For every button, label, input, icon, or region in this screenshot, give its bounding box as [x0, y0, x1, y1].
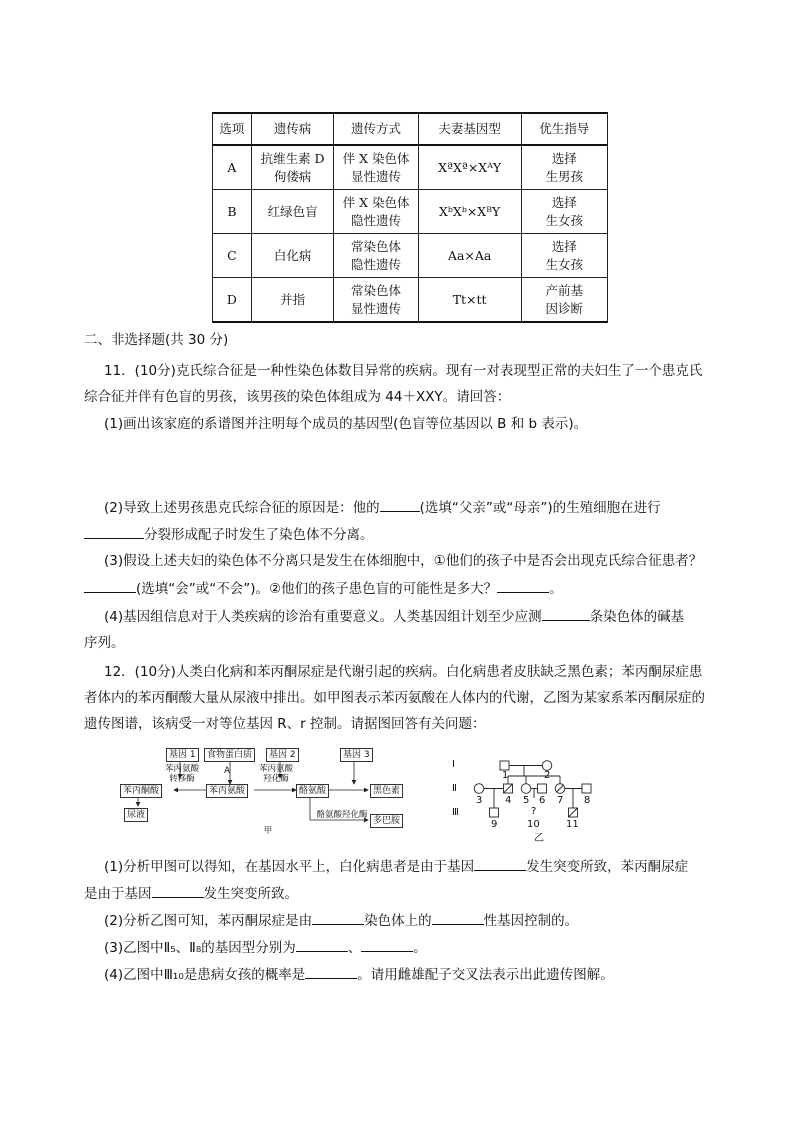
- q11-part2-line2: [84, 524, 374, 545]
- table-header-row: [213, 113, 608, 145]
- cell-line: 伴 X 染色体: [342, 194, 410, 210]
- label-10: 10: [527, 819, 540, 830]
- answer-blank[interactable]: [312, 910, 364, 925]
- q11-part3-line2: [84, 578, 563, 599]
- label-11: 11: [566, 819, 579, 830]
- gene1-box: 基因 1: [166, 748, 199, 762]
- cell-disease: 白化病: [251, 234, 333, 278]
- individual-I2: [542, 761, 552, 771]
- enzyme2-label-a: 苯丙氨酸: [258, 764, 293, 774]
- answer-blank[interactable]: [497, 578, 549, 593]
- label-2: 2: [544, 770, 551, 781]
- answer-blank[interactable]: [84, 524, 144, 539]
- food-box: 食物蛋白质: [204, 748, 255, 762]
- header-option: 选项: [213, 113, 252, 145]
- genetics-table: [212, 112, 608, 323]
- q12-part2-text-b: 染色体上的: [364, 913, 432, 929]
- q12-part1-text-d: 发生突变所致。: [203, 886, 298, 902]
- cell-line: 隐性遗传: [351, 212, 402, 228]
- cell-advice: [521, 190, 608, 234]
- q11-part4-text-a: (4)基因组信息对于人类疾病的诊治有重要意义。人类基因组计划至少应测: [104, 609, 542, 625]
- label-6: 6: [539, 795, 546, 806]
- enzyme1-label-b: 转移酶: [169, 774, 195, 784]
- cell-genotype: XªXª×XᴬY: [418, 145, 521, 190]
- urine-box: 尿液: [124, 808, 148, 822]
- answer-blank[interactable]: [296, 937, 348, 952]
- cell-mode: [334, 145, 418, 190]
- enzyme1-label-a: 苯丙氨酸: [164, 764, 199, 774]
- header-advice: 优生指导: [521, 113, 608, 145]
- answer-blank[interactable]: [380, 497, 420, 512]
- figure-yi-caption: 乙: [534, 833, 544, 844]
- cell-line: 显性遗传: [351, 168, 402, 184]
- q12-stem-line3: 遗传图谱，该病受一对等位基因 R、r 控制。请据图回答有关问题：: [84, 716, 486, 732]
- table-row: [213, 190, 608, 234]
- label-1: 1: [502, 770, 509, 781]
- label-8: 8: [584, 795, 591, 806]
- q11-stem-line2: 综合征并伴有色盲的男孩，该男孩的染色体组成为 44＋XXY。请回答：: [84, 389, 511, 405]
- cell-disease: [251, 145, 333, 190]
- cell-mode: [334, 278, 418, 323]
- table-row: [213, 145, 608, 190]
- answer-blank[interactable]: [361, 937, 413, 952]
- figure-yi: [452, 758, 602, 844]
- enzyme3-label: 酪氨酸羟化酶: [316, 810, 368, 820]
- q12-part1-text-c: 是由于基因: [84, 886, 152, 902]
- cell-line: 常染色体: [351, 238, 402, 254]
- gene2-box: 基因 2: [266, 748, 299, 762]
- q11-part2-line1: [104, 497, 661, 518]
- individual-I1: [500, 761, 509, 770]
- cell-line: 抗维生素 D: [260, 150, 325, 166]
- q12-part4-text-b: 。请用雌雄配子交叉法表示出此遗传图解。: [357, 967, 614, 983]
- generation-III: Ⅲ: [452, 807, 459, 818]
- label-9: 9: [491, 819, 498, 830]
- label-question: ?: [531, 806, 537, 817]
- answer-blank[interactable]: [542, 606, 590, 621]
- label-5: 5: [523, 795, 530, 806]
- cell-line: 选择: [551, 150, 577, 166]
- label-4: 4: [505, 795, 512, 806]
- table-row: [213, 278, 608, 323]
- cell-option: A: [213, 145, 252, 190]
- figure-jia: [118, 744, 418, 834]
- q11-part2-text-c: 分裂形成配子时发生了染色体不分离。: [144, 527, 374, 543]
- figure-jia-caption: 甲: [263, 826, 273, 836]
- q11-part4-line1: [104, 606, 684, 627]
- cell-option: B: [213, 190, 252, 234]
- q11-stem-line1: 11．(10分)克氏综合征是一种性染色体数目异常的疾病。现有一对表现型正常的夫妇生了一个患克氏: [104, 363, 703, 379]
- cell-mode: [334, 190, 418, 234]
- q12-stem-line2: 者体内的苯丙酮酸大量从尿液中排出。如甲图表示苯丙氨酸在人体内的代谢，乙图为某家系苯丙酮尿症的: [84, 690, 705, 706]
- cell-advice: [521, 278, 608, 323]
- cell-line: 显性遗传: [351, 300, 402, 316]
- q12-part2-text-a: (2)分析乙图可知，苯丙酮尿症是由: [104, 913, 313, 929]
- individual-III9: [490, 808, 499, 817]
- q11-part3-line1: (3)假设上述夫妇的染色体不分离只是发生在体细胞中，①他们的孩子中是否会出现克氏综合征患者？: [104, 553, 703, 569]
- table-row: [213, 234, 608, 278]
- cell-line: 因诊断: [545, 300, 583, 316]
- answer-blank[interactable]: [305, 964, 357, 979]
- cell-genotype: XᵇXᵇ×XᴮY: [418, 190, 521, 234]
- header-mode: 遗传方式: [334, 113, 418, 145]
- ppa-box: 苯丙酮酸: [120, 784, 162, 798]
- gene3-box: 基因 3: [340, 748, 373, 762]
- phe-box: 苯丙氨酸: [206, 784, 248, 798]
- section-heading: 二、非选择题(共 30 分): [84, 332, 229, 348]
- q11-part2-text-a: (2)导致上述男孩患克氏综合征的原因是：他的: [104, 500, 380, 516]
- cell-disease: 红绿色盲: [251, 190, 333, 234]
- label-3: 3: [476, 795, 483, 806]
- tyr-box: 酪氨酸: [296, 784, 329, 798]
- dopa-box: 多巴胺: [370, 814, 403, 828]
- q12-part1-text-b: 发生突变所致，苯丙酮尿症: [526, 859, 689, 875]
- q11-part2-text-b: (选填“父亲”或“母亲”)的生殖细胞在进行: [419, 500, 661, 516]
- cell-mode: [334, 234, 418, 278]
- q12-stem-line1: 12．(10分)人类白化病和苯丙酮尿症是代谢引起的疾病。白化病患者皮肤缺乏黑色素；苯丙酮尿症患: [104, 664, 703, 680]
- melanin-box: 黑色素: [370, 784, 403, 798]
- cell-genotype: Tt×tt: [418, 278, 521, 323]
- enzyme2-label-b: 羟化酶: [263, 774, 289, 784]
- cell-advice: [521, 234, 608, 278]
- cell-genotype: Aa×Aa: [418, 234, 521, 278]
- q12-part2-text-c: 性基因控制的。: [483, 913, 579, 929]
- cell-line: 伴 X 染色体: [342, 150, 410, 166]
- q12-part3: [104, 937, 427, 958]
- cell-line: 产前基: [545, 282, 583, 298]
- label-A: A: [224, 766, 230, 776]
- q11-part3-text-c: 。: [549, 581, 563, 597]
- q11-part4-line2: 序列。: [84, 635, 125, 651]
- cell-line: 隐性遗传: [351, 256, 402, 272]
- cell-advice: [521, 145, 608, 190]
- q12-part2: [104, 910, 578, 931]
- q11-part1: (1)画出该家庭的系谱图并注明每个成员的基因型(色盲等位基因以 B 和 b 表示)。: [104, 416, 588, 432]
- q12-part4: [104, 964, 614, 985]
- individual-II3: [474, 784, 484, 794]
- generation-I: Ⅰ: [452, 759, 455, 770]
- generation-II: Ⅱ: [452, 783, 457, 794]
- q12-part1-line1: [104, 856, 688, 877]
- cell-disease: 并指: [251, 278, 333, 323]
- q12-part3-text-c: 。: [413, 940, 427, 956]
- cell-line: 常染色体: [351, 282, 402, 298]
- q12-part1-line2: [84, 883, 298, 904]
- cell-line: 生男孩: [545, 168, 583, 184]
- q12-part3-text-a: (3)乙图中Ⅱ₅、Ⅱ₈的基因型分别为: [104, 940, 296, 956]
- answer-blank[interactable]: [474, 856, 526, 871]
- answer-blank[interactable]: [432, 910, 484, 925]
- cell-option: D: [213, 278, 252, 323]
- individual-II5: [521, 784, 531, 794]
- cell-line: 生女孩: [545, 256, 583, 272]
- cell-line: 佝偻病: [273, 168, 312, 184]
- individual-II8: [582, 784, 591, 793]
- answer-blank[interactable]: [152, 883, 204, 898]
- q12-part1-text-a: (1)分析甲图可以得知，在基因水平上，白化病患者是由于基因: [104, 859, 475, 875]
- label-7: 7: [557, 795, 564, 806]
- individual-II6: [538, 784, 547, 793]
- cell-line: 生女孩: [545, 212, 583, 228]
- cell-option: C: [213, 234, 252, 278]
- cell-line: 选择: [551, 238, 577, 254]
- q11-part4-text-b: 条染色体的碱基: [589, 609, 685, 625]
- cell-line: 选择: [551, 194, 577, 210]
- q12-part3-text-b: 、: [347, 940, 362, 956]
- answer-blank[interactable]: [84, 578, 136, 593]
- header-disease: 遗传病: [251, 113, 333, 145]
- q12-part4-text-a: (4)乙图中Ⅲ₁₀是患病女孩的概率是: [104, 967, 306, 983]
- q11-part3-text-b: (选填“会”或“不会”)。②他们的孩子患色盲的可能性是多大？: [136, 581, 498, 597]
- header-genotype: 夫妻基因型: [418, 113, 521, 145]
